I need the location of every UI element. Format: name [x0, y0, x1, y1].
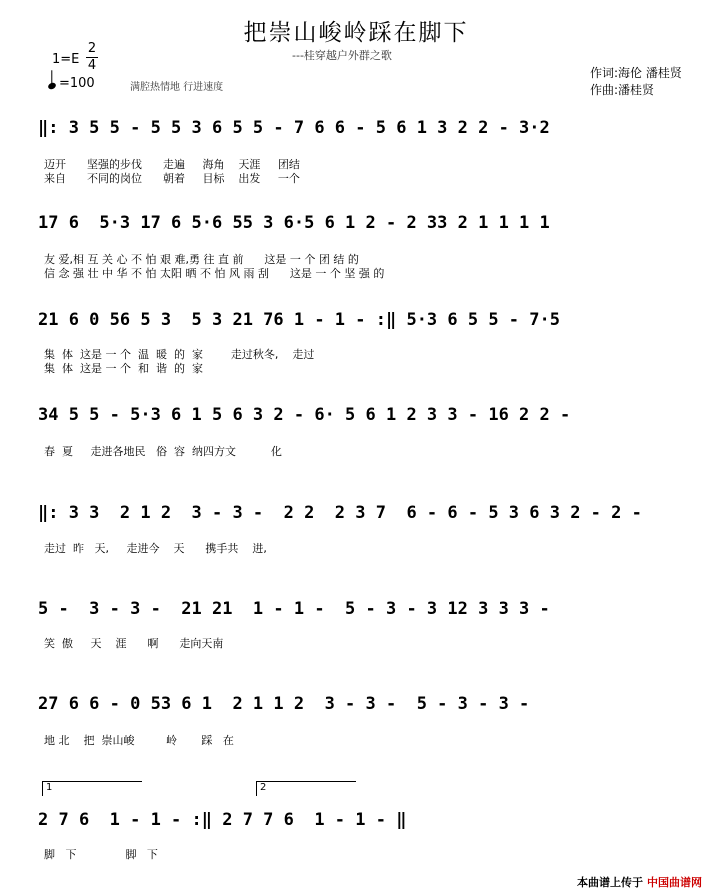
expression-mark: 满腔热情地 行进速度 — [130, 82, 224, 93]
site-logo[interactable]: 中国曲谱网 — [647, 876, 702, 889]
notation-line: 5 - 3 - 3 - 21 21 1 - 1 - 5 - 3 - 3 12 3 3 3 - — [38, 599, 550, 619]
song-subtitle: ---桂穿越户外群之歌 — [292, 49, 392, 62]
time-bottom: 4 — [87, 58, 97, 73]
first-ending-number: 1 — [46, 782, 53, 793]
notation-line: 27 6 6 - 0 53 6 1 2 1 1 2 3 - 3 - 5 - 3 - 3 - — [38, 694, 530, 714]
lyric-verse-1: 春 夏 走进各地民 俗 容 纳四方文 化 — [44, 445, 282, 458]
lyric-verse-2: 来自 不同的岗位 朝着 目标 出发 一个 — [44, 172, 300, 185]
footer-text: 本曲谱上传于 — [577, 876, 643, 889]
upload-footer — [577, 874, 702, 890]
lyric-verse-1: 迈开 坚强的步伐 走遍 海角 天涯 团结 — [44, 158, 300, 171]
lyric-verse-1: 友 爱,相 互 关 心 不 怕 艰 难,勇 往 直 前 这是 一 个 团 结 的 — [44, 253, 359, 266]
quarter-note-icon — [47, 82, 57, 91]
key-signature: 1=E — [52, 52, 80, 67]
notation-line: ‖: 3 3 2 1 2 3 - 3 - 2 2 2 3 7 6 - 6 - 5 3 6 3 2 - 2 - — [38, 503, 642, 523]
time-top: 2 — [87, 41, 97, 56]
lyric-verse-2: 集 体 这是 一 个 和 谐 的 家 — [44, 362, 203, 375]
lyric-verse-1: 走过 昨 天, 走进今 天 携手共 进, — [44, 542, 267, 555]
tempo-mark — [48, 76, 95, 91]
lyric-verse-2: 信 念 强 壮 中 华 不 怕 太阳 晒 不 怕 风 雨 刮 这是 一 个 坚 强 的 — [44, 267, 385, 280]
lyric-verse-1: 地 北 把 崇山峻 岭 踩 在 — [44, 734, 234, 747]
lyric-verse-1: 集 体 这是 一 个 温 暖 的 家 走过秋冬, 走过 — [44, 348, 315, 361]
lyricist-credit: 作词:海伦 潘桂贤 — [590, 66, 682, 80]
second-ending-number: 2 — [260, 782, 267, 793]
lyric-verse-1: 笑 傲 天 涯 啊 走向天南 — [44, 637, 224, 650]
notation-line: 34 5 5 - 5·3 6 1 5 6 3 2 - 6· 5 6 1 2 3 3 - 16 2 2 - — [38, 405, 571, 425]
notation-line: ‖: 3 5 5 - 5 5 3 6 5 5 - 7 6 6 - 5 6 1 3 2 2 - 3·2 — [38, 118, 550, 138]
time-signature — [86, 42, 98, 73]
song-title: 把崇山峻岭踩在脚下 — [243, 20, 469, 46]
notation-line: 17 6 5·3 17 6 5·6 55 3 6·5 6 1 2 - 2 33 2 1 1 1 1 — [38, 213, 550, 233]
notation-line: 21 6 0 56 5 3 5 3 21 76 1 - 1 - :‖ 5·3 6 5 5 - 7·5 — [38, 310, 560, 330]
first-ending-bracket — [42, 781, 142, 796]
tempo-value: =100 — [59, 76, 95, 91]
notation-line: 2 7 6 1 - 1 - :‖ 2 7 7 6 1 - 1 - ‖ — [38, 810, 407, 830]
second-ending-bracket — [256, 781, 356, 796]
lyric-verse-1: 脚 下 脚 下 — [44, 848, 158, 861]
composer-credit: 作曲:潘桂贤 — [590, 83, 655, 97]
